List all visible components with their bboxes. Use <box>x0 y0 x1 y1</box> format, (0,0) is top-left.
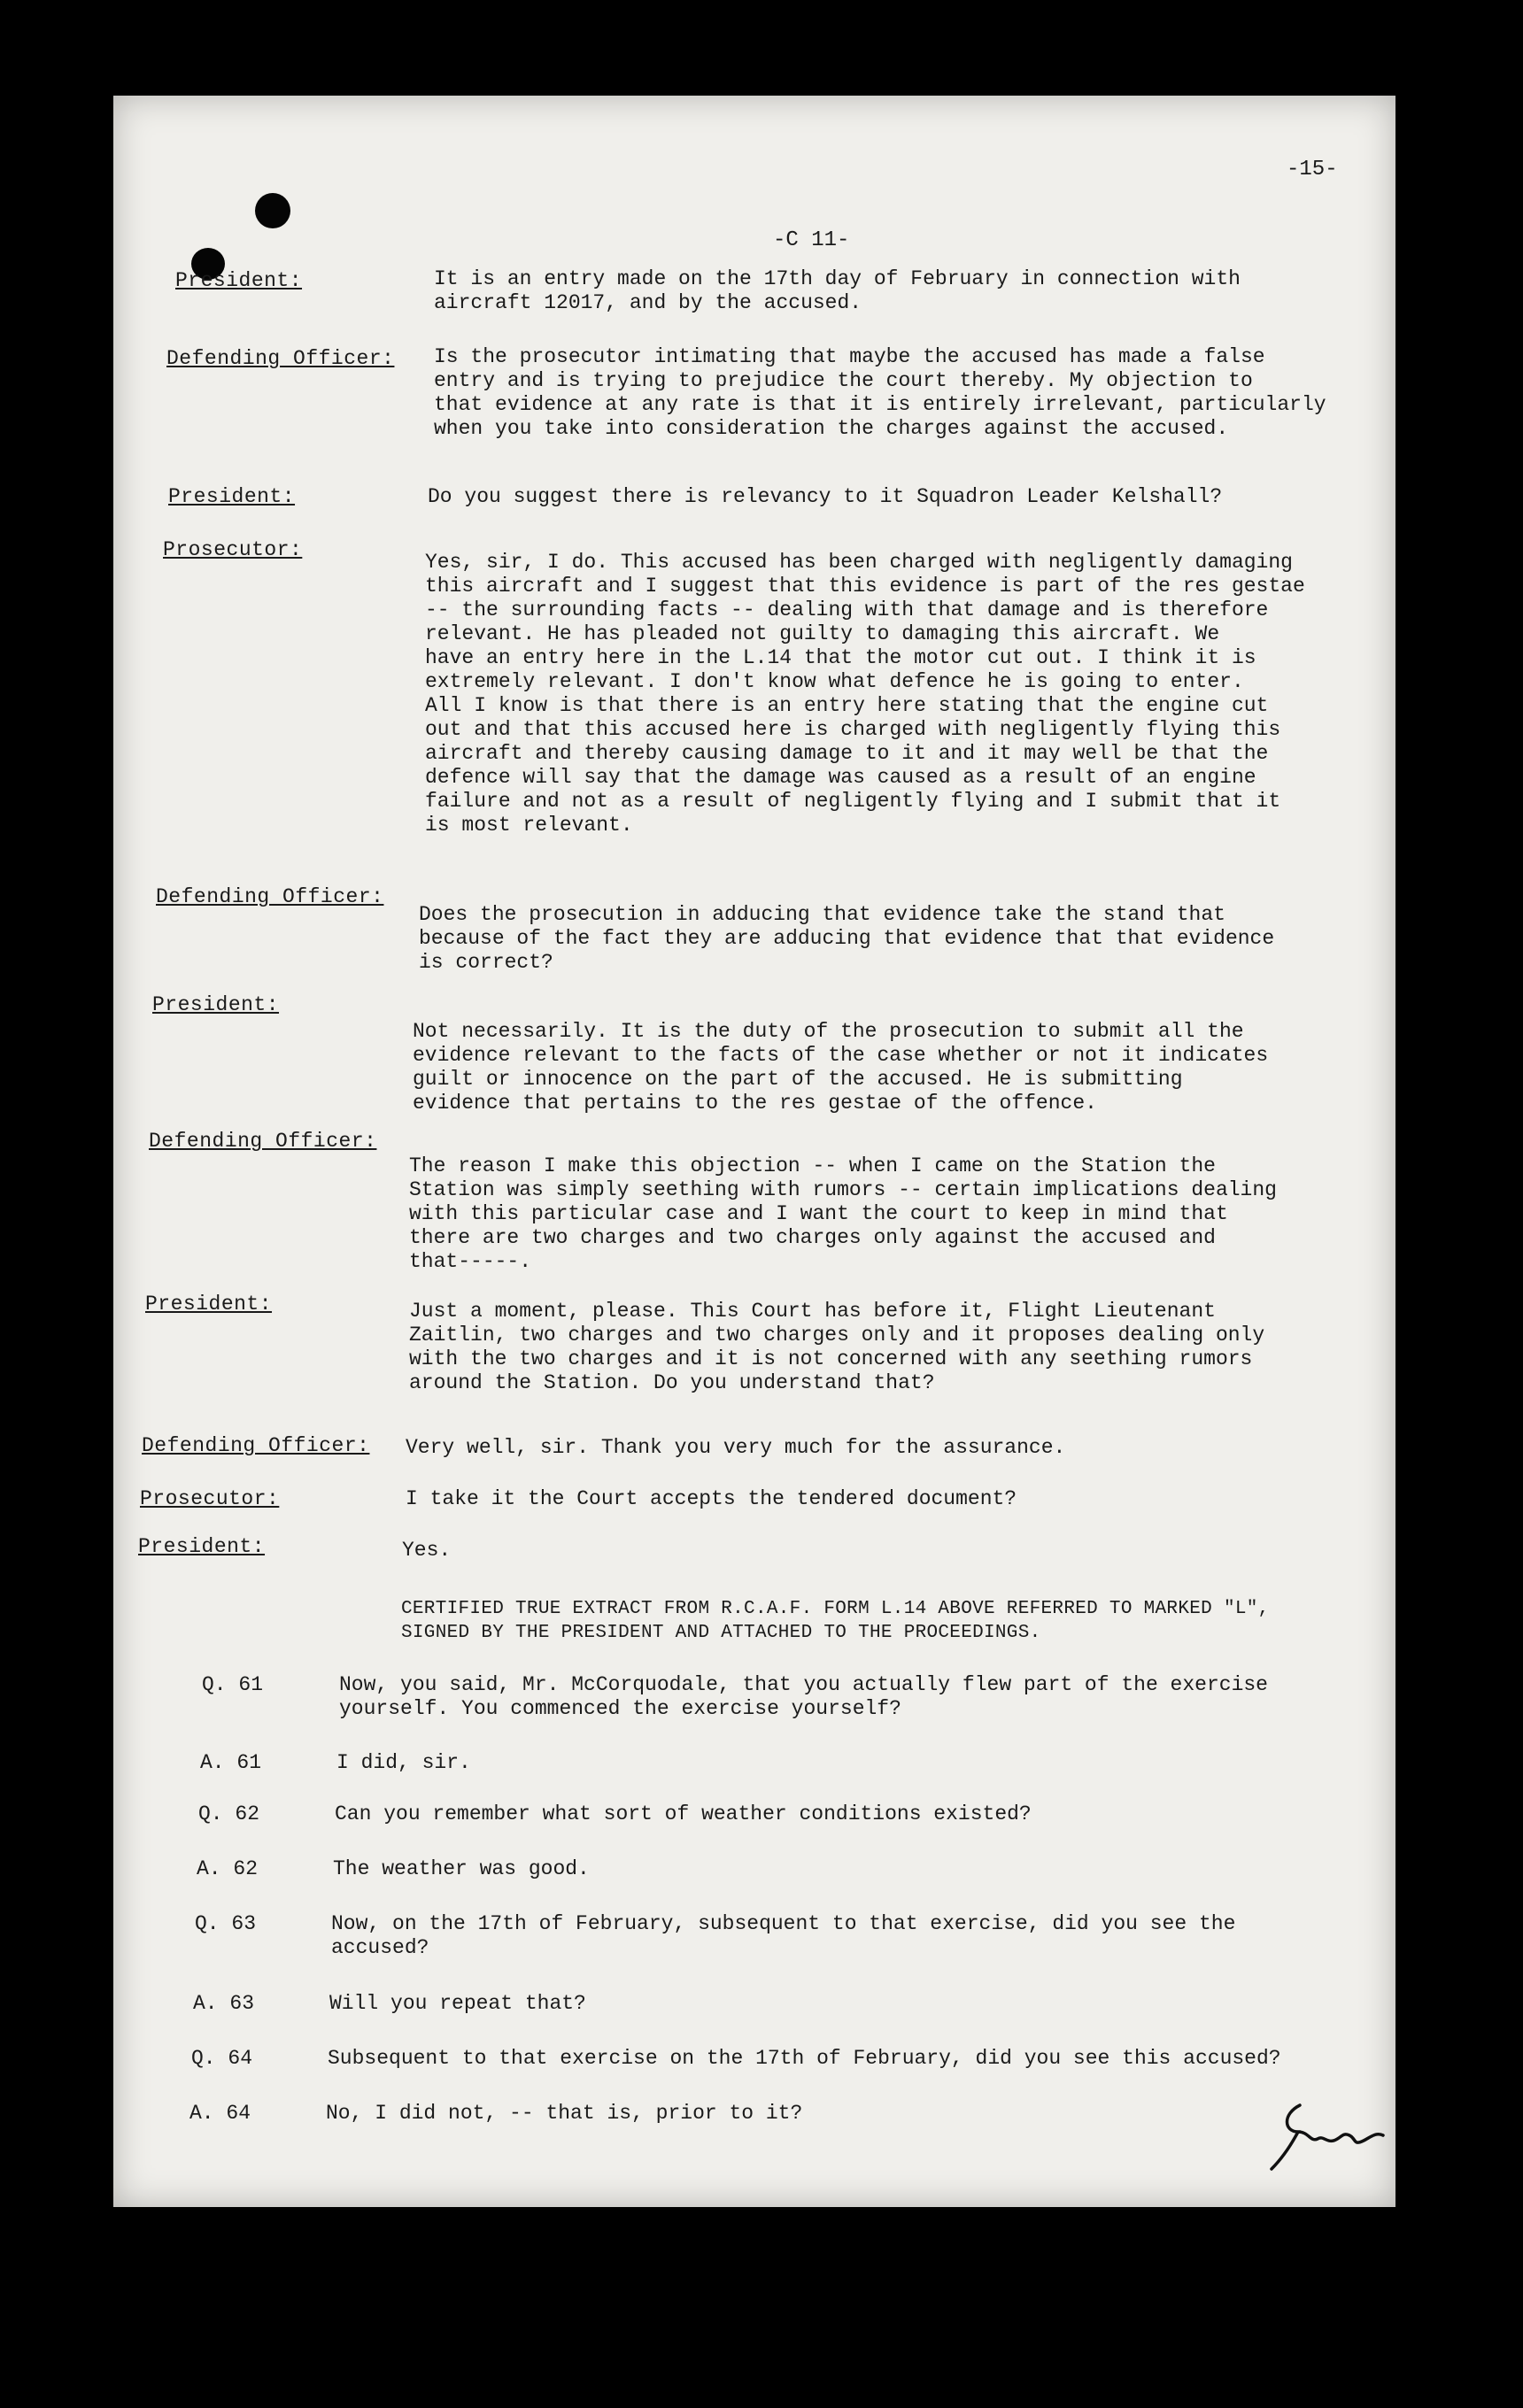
speaker-label: President: <box>152 993 280 1016</box>
testimony-text: The reason I make this objection -- when I came on the Station the Station was simply seething with rumors -- certain implications dealing with this particular case and I want the court to keep in mind that there are two charges and two charges only against the accused and that-----. <box>409 1154 1277 1273</box>
testimony-text: Very well, sir. Thank you very much for the assurance. <box>406 1436 1066 1459</box>
answer-number: A. 62 <box>197 1857 259 1880</box>
speaker-label: Defending Officer: <box>156 885 384 908</box>
certification-note: CERTIFIED TRUE EXTRACT FROM R.C.A.F. FORM L.14 ABOVE REFERRED TO MARKED "L", SIGNED BY THE PRESIDENT AND ATTACHED TO THE PROCEEDINGS. <box>401 1599 1270 1643</box>
answer-number: A. 61 <box>200 1751 262 1774</box>
handwritten-initials <box>1264 2096 1388 2176</box>
answer-number: A. 64 <box>189 2102 251 2125</box>
qa-text: I did, sir. <box>336 1751 471 1774</box>
testimony-text: Not necessarily. It is the duty of the prosecution to submit all the evidence relevant to the facts of the case whether or not it indicates guilt or innocence on the part of the accused. He is submitting evidence that pertains to the res gestae of the offence. <box>413 1020 1269 1115</box>
punch-hole <box>255 193 290 228</box>
speaker-label: Defending Officer: <box>166 347 395 370</box>
document-page <box>113 96 1395 2207</box>
question-number: Q. 63 <box>195 1912 257 1935</box>
answer-number: A. 63 <box>193 1992 255 2015</box>
speaker-label: Prosecutor: <box>140 1487 280 1510</box>
testimony-text: Yes. <box>402 1539 452 1562</box>
speaker-label: Prosecutor: <box>163 538 303 561</box>
testimony-text: Do you suggest there is relevancy to it Squadron Leader Kelshall? <box>428 485 1223 508</box>
question-number: Q. 61 <box>202 1673 264 1696</box>
speaker-label: President: <box>175 269 303 292</box>
testimony-text: I take it the Court accepts the tendered document? <box>406 1487 1017 1510</box>
qa-text: Can you remember what sort of weather conditions existed? <box>335 1802 1032 1825</box>
qa-text: Now, you said, Mr. McCorquodale, that you actually flew part of the exercise yourself. You commenced the exercise yourself? <box>339 1673 1268 1720</box>
speaker-label: President: <box>168 485 296 508</box>
qa-text: The weather was good. <box>333 1857 590 1880</box>
section-reference: -C 11- <box>773 228 850 252</box>
qa-text: Now, on the 17th of February, subsequent to that exercise, did you see the accused? <box>331 1912 1236 1959</box>
testimony-text: Does the prosecution in adducing that evidence take the stand that because of the fact they are adducing that evidence that that evidence is correct? <box>419 903 1275 974</box>
qa-text: Subsequent to that exercise on the 17th of February, did you see this accused? <box>328 2047 1281 2070</box>
qa-text: Will you repeat that? <box>329 1992 586 2015</box>
speaker-label: President: <box>138 1535 266 1558</box>
question-number: Q. 64 <box>191 2047 253 2070</box>
page-number: -15- <box>1287 158 1338 181</box>
testimony-text: It is an entry made on the 17th day of February in connection with aircraft 12017, and by the accused. <box>434 267 1241 314</box>
speaker-label: Defending Officer: <box>142 1434 370 1457</box>
speaker-label: President: <box>145 1293 273 1316</box>
speaker-label: Defending Officer: <box>149 1130 377 1153</box>
question-number: Q. 62 <box>198 1802 260 1825</box>
testimony-text: Yes, sir, I do. This accused has been charged with negligently damaging this aircraft and I suggest that this evidence is part of the res gestae -- the surrounding facts -- dealing with that damage and is therefore relevant. He has pleaded not guilty to damaging this aircraft. We have an entry here in the L.14 that the motor cut out. I think it is extremely relevant. I don't know what defence he is going to enter. All I know is that there is an entry here stating that the engine cut out and that this accused here is charged with negligently flying this aircraft and thereby causing damage to it and it may well be that the defence will say that the damage was caused as a result of an engine failure and not as a result of negligently flying and I submit that it is most relevant. <box>425 551 1305 837</box>
qa-text: No, I did not, -- that is, prior to it? <box>326 2102 803 2125</box>
testimony-text: Is the prosecutor intimating that maybe the accused has made a false entry and is trying to prejudice the court thereby. My objection to that evidence at any rate is that it is entirely irrelevant, particularly when you take into consideration the charges against the accused. <box>434 345 1326 440</box>
testimony-text: Just a moment, please. This Court has before it, Flight Lieutenant Zaitlin, two charges and two charges only and it proposes dealing only with the two charges and it is not concerned with any seething rumors around the Station. Do you understand that? <box>409 1300 1265 1394</box>
